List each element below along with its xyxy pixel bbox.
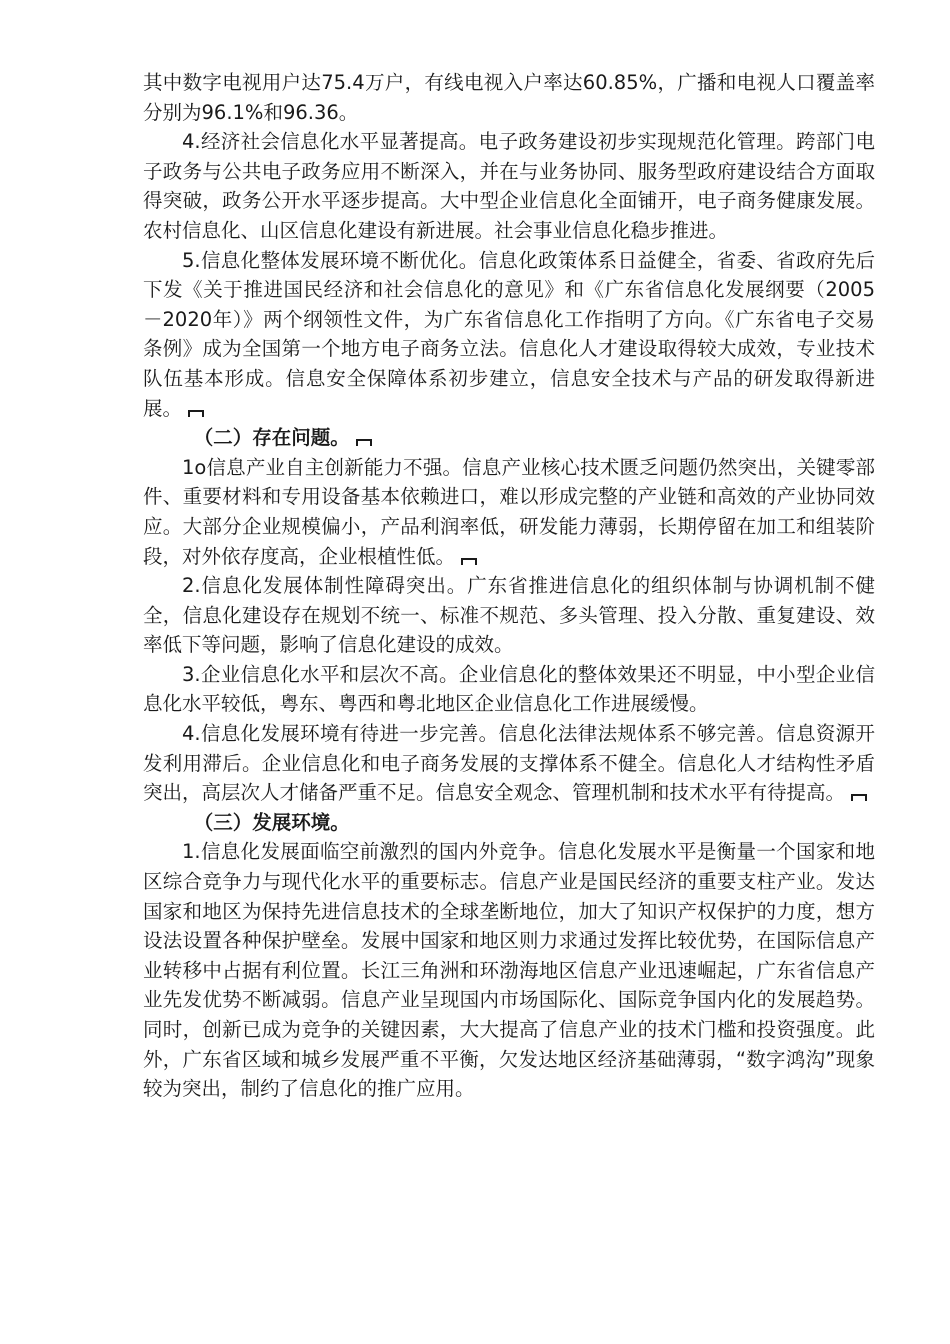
- paragraph-mark-icon: [188, 410, 204, 417]
- paragraph-mark-icon: [356, 439, 372, 446]
- paragraph-environment-1: 1.信息化发展面临空前激烈的国内外竞争。信息化发展水平是衡量一个国家和地区综合竞争力与现代化水平的重要标志。信息产业是国民经济的重要支柱产业。发达国家和地区为保持先进信息技术的全球垄断地位，加大了知识产权保护的力度，想方设法设置各种保护壁垒。发展中国家和地区则力求通过发挥比较优势，在国际信息产业转移中占据有利位置。长江三角洲和环渤海地区信息产业迅速崛起，广东省信息产业先发优势不断减弱。信息产业呈现国内市场国际化、国际竞争国内化的发展趋势。同时，创新已成为竞争的关键因素，大大提高了信息产业的技术门槛和投资强度。此外，广东省区域和城乡发展严重不平衡，欠发达地区经济基础薄弱，“数字鸿沟”现象较为突出，制约了信息化的推广应用。: [143, 840, 875, 1101]
- paragraph-item-5: 5.信息化整体发展环境不断优化。信息化政策体系日益健全，省委、省政府先后下发《关于推进国民经济和社会信息化的意见》和《广东省信息化发展纲要（2005－2020年）》两个纲领性文件，为广东省信息化工作指明了方向。《广东省电子交易条例》成为全国第一个地方电子商务立法。信息化人才建设取得较大成效，专业技术队伍基本形成。信息安全保障体系初步建立，信息安全技术与产品的研发取得新进展。: [143, 248, 875, 420]
- paragraph-problem-2: 2.信息化发展体制性障碍突出。广东省推进信息化的组织体制与协调机制不健全，信息化建设存在规划不统一、标准不规范、多头管理、投入分散、重复建设、效率低下等问题，影响了信息化建设的成效。: [143, 574, 875, 657]
- section-heading-environment: （三）发展环境。: [193, 810, 350, 834]
- paragraph-problem-1: 1o信息产业自主创新能力不强。信息产业核心技术匮乏问题仍然突出，关键零部件、重要材料和专用设备基本依赖进口，难以形成完整的产业链和高效的产业协同效应。大部分企业规模偏小，产品利润率低，研发能力薄弱，长期停留在加工和组装阶段，对外依存度高，企业根植性低。: [143, 455, 875, 568]
- paragraph-mark-icon: [461, 558, 477, 565]
- section-heading-problems: （二）存在问题。: [143, 423, 875, 453]
- paragraph-mark-icon: [851, 794, 867, 801]
- document-page: [143, 68, 875, 1104]
- paragraph-problem-3: 3.企业信息化水平和层次不高。企业信息化的整体效果还不明显，中小型企业信息化水平较低，粤东、粤西和粤北地区企业信息化工作进展缓慢。: [143, 662, 875, 716]
- paragraph-problem-4: 4.信息化发展环境有待进一步完善。信息化法律法规体系不够完善。信息资源开发利用滞后。企业信息化和电子商务发展的支撑体系不健全。信息化人才结构性矛盾突出，高层次人才储备严重不足。信息安全观念、管理机制和技术水平有待提高。: [143, 722, 875, 805]
- paragraph-item-4: 4.经济社会信息化水平显著提高。电子政务建设初步实现规范化管理。跨部门电子政务与公共电子政务应用不断深入，并在与业务协同、服务型政府建设结合方面取得突破，政务公开水平逐步提高。大中型企业信息化全面铺开，电子商务健康发展。农村信息化、山区信息化建设有新进展。社会事业信息化稳步推进。: [143, 130, 875, 242]
- paragraph-intro: 其中数字电视用户达75.4万户，有线电视入户率达60.85%，广播和电视人口覆盖率分别为96.1%和96.36。: [143, 71, 875, 124]
